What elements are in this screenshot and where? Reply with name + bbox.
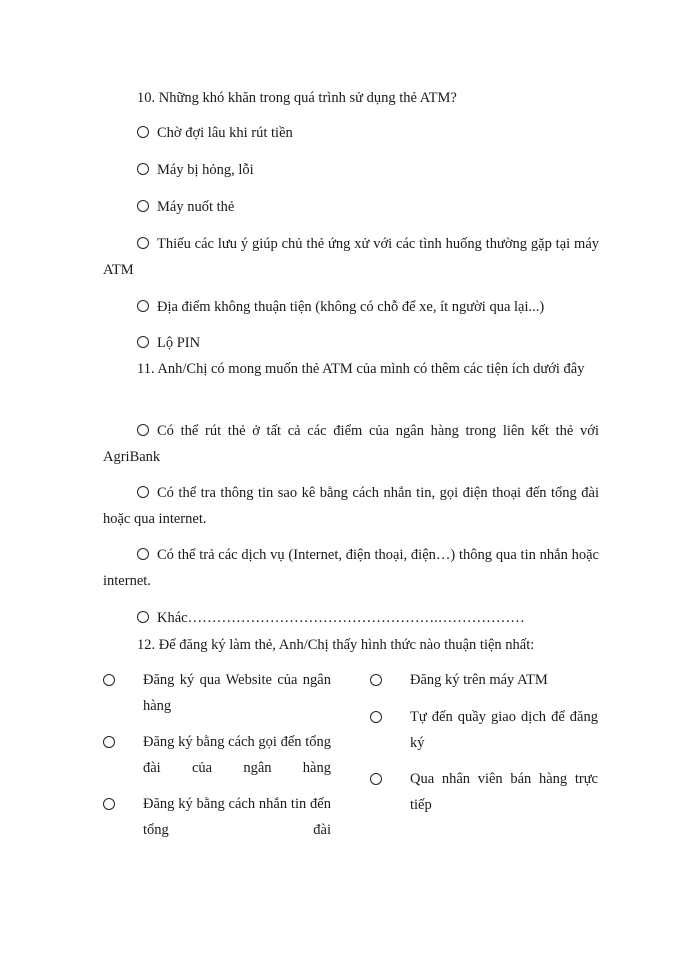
q12-left-column [103, 667, 331, 853]
radio-circle-icon[interactable] [103, 798, 115, 810]
radio-circle-icon[interactable] [137, 163, 149, 175]
radio-circle-icon[interactable] [103, 736, 115, 748]
option-label: Chờ đợi lâu khi rút tiền [157, 125, 293, 141]
option-label: Máy nuốt thẻ [157, 199, 235, 215]
radio-circle-icon[interactable] [137, 548, 149, 560]
option-label: Địa điểm không thuận tiện (không có chỗ để xe, ít người qua lại...) [157, 299, 545, 315]
option-label: Tự đến quầy giao dịch để đăng ký [410, 709, 598, 751]
q10-option-5[interactable] [137, 294, 599, 320]
option-label: Thiếu các lưu ý giúp chủ thẻ ứng xử với các tình huống thường gặp tại máy ATM [103, 236, 599, 278]
question-12-title: 12. Để đăng ký làm thẻ, Anh/Chị thấy hình thức nào thuận tiện nhất: [137, 637, 535, 653]
option-label: Có thể rút thẻ ở tất cả các điểm của ngân hàng trong liên kết thẻ với AgriBank [103, 423, 599, 465]
radio-circle-icon[interactable] [137, 200, 149, 212]
radio-circle-icon[interactable] [137, 126, 149, 138]
option-label: Đăng ký bằng cách gọi đến tổng đài của ngân hàng [143, 734, 331, 776]
radio-circle-icon[interactable] [137, 424, 149, 436]
q12-option-counter[interactable] [370, 704, 598, 766]
radio-circle-icon[interactable] [137, 486, 149, 498]
q10-option-4[interactable] [103, 231, 599, 283]
radio-circle-icon[interactable] [137, 300, 149, 312]
q10-option-2[interactable] [137, 157, 599, 183]
q11-option-1[interactable] [103, 418, 599, 470]
option-label: Máy bị hỏng, lỗi [157, 162, 254, 178]
question-11-title: 11. Anh/Chị có mong muốn thẻ ATM của mình có thêm các tiện ích dưới đây [137, 361, 585, 377]
radio-circle-icon[interactable] [137, 611, 149, 623]
option-label: Có thể tra thông tin sao kê bằng cách nhắn tin, gọi điện thoại đến tổng đài hoặc qua internet. [103, 485, 599, 527]
question-10-title: 10. Những khó khăn trong quá trình sử dụng thẻ ATM? [137, 90, 457, 106]
q10-option-3[interactable] [137, 194, 599, 220]
radio-circle-icon[interactable] [370, 773, 382, 785]
q12-option-website[interactable] [103, 667, 331, 729]
q12-option-atm[interactable] [370, 667, 598, 704]
q12-option-call[interactable] [103, 729, 331, 791]
q12-option-sms[interactable] [103, 791, 331, 853]
q10-option-1[interactable] [137, 120, 599, 146]
q10-option-6[interactable] [137, 330, 599, 356]
option-label: Đăng ký bằng cách nhắn tin đến tổng đài [143, 796, 331, 838]
radio-circle-icon[interactable] [137, 237, 149, 249]
option-label: Đăng ký trên máy ATM [410, 672, 548, 688]
option-label: Đăng ký qua Website của ngân hàng [143, 672, 331, 714]
option-label: Khác…………………………………………….……………… [157, 610, 525, 626]
q11-option-3[interactable] [103, 542, 599, 594]
option-label: Qua nhân viên bán hàng trực tiếp [410, 771, 598, 813]
option-label: Lộ PIN [157, 335, 201, 351]
radio-circle-icon[interactable] [370, 711, 382, 723]
q11-option-4[interactable] [137, 605, 599, 631]
option-label: Có thể trả các dịch vụ (Internet, điện thoại, điện…) thông qua tin nhắn hoặc internet. [103, 547, 599, 589]
radio-circle-icon[interactable] [137, 336, 149, 348]
q11-option-2[interactable] [103, 480, 599, 532]
q12-option-salesperson[interactable] [370, 766, 598, 828]
q12-right-column [370, 667, 598, 828]
radio-circle-icon[interactable] [370, 674, 382, 686]
radio-circle-icon[interactable] [103, 674, 115, 686]
